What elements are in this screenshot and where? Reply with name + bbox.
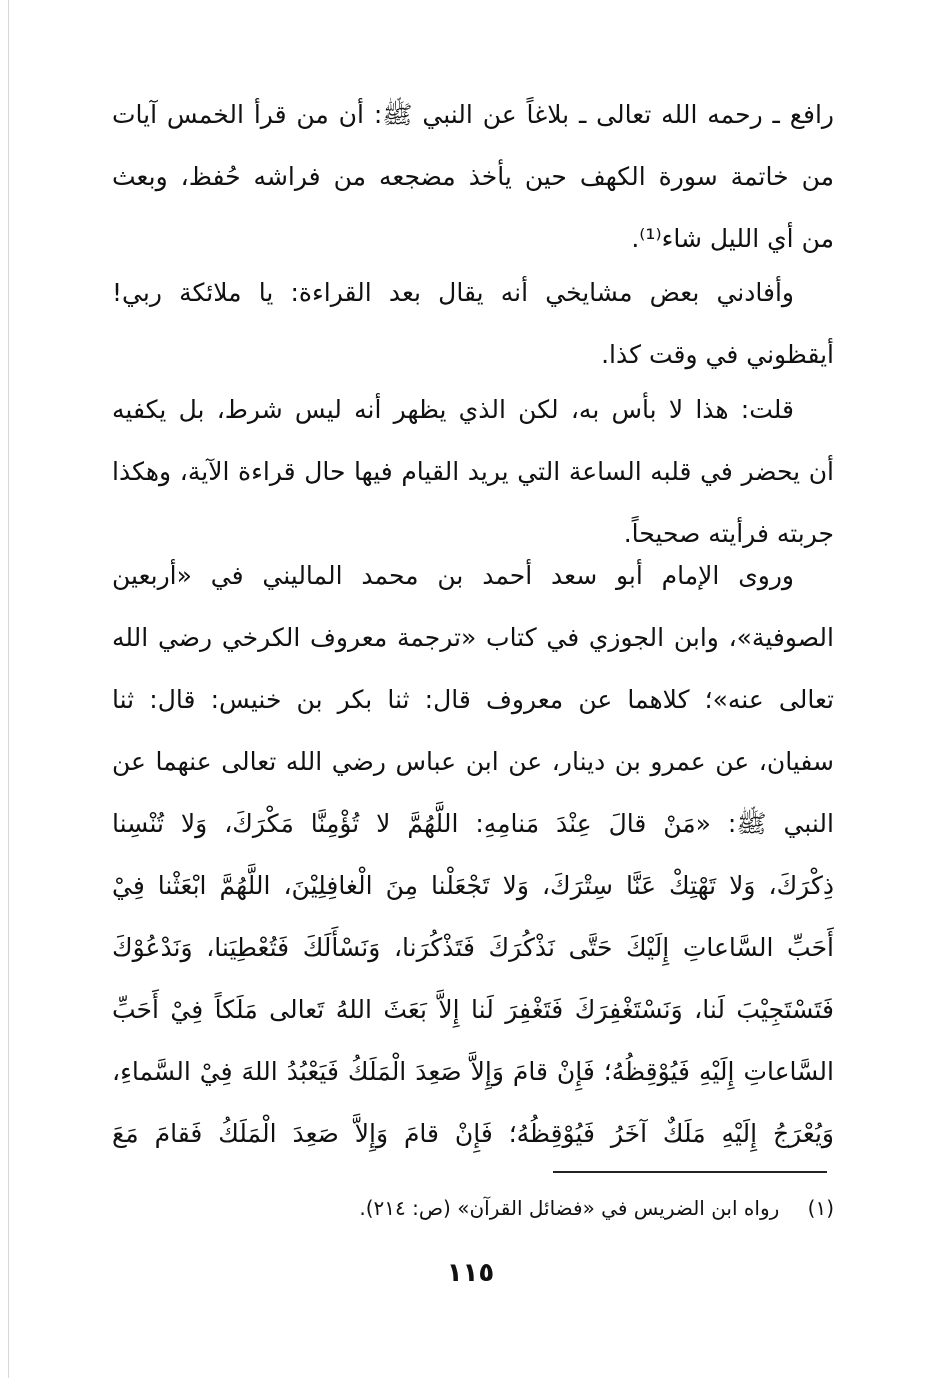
text-line: جربته فرأيته صحيحاً. bbox=[623, 519, 834, 548]
text-line: أيقظوني في وقت كذا. bbox=[601, 340, 834, 369]
paragraph-3 bbox=[112, 379, 834, 565]
text-line: أن يحضر في قلبه الساعة التي يريد القيام فيها حال قراءة الآية، وهكذا bbox=[112, 457, 834, 486]
text-line: السَّاعاتِ إِلَيْهِ فَيُوْقِظُهُ؛ فَإِنْ قامَ وَإِلاَّ صَعِدَ الْمَلَكُ فَيَعْبُدُ اللهَ فِيْ السَّماءِ، bbox=[112, 1057, 834, 1086]
footnote-number: (١) bbox=[807, 1196, 834, 1220]
text-line: النبي ﷺ: «مَنْ قالَ عِنْدَ مَنامِهِ: اللَّهُمَّ لا تُؤْمِنَّا مَكْرَكَ، وَلا تُنْسِنا bbox=[112, 809, 834, 838]
footnote-divider bbox=[553, 1171, 827, 1173]
text-line: ذِكْرَكَ، وَلا تَهْتِكْ عَنَّا سِتْرَكَ، وَلا تَجْعَلْنا مِنَ الْغافِلِيْنَ، اللَّهُمَّ ابْعَثْنا فِيْ bbox=[112, 871, 834, 900]
text-line: قلت: هذا لا بأس به، لكن الذي يظهر أنه ليس شرط، بل يكفيه bbox=[112, 395, 794, 424]
text-line: الصوفية»، وابن الجوزي في كتاب «ترجمة معروف الكرخي رضي الله bbox=[112, 623, 834, 652]
text-line: تعالى عنه»؛ كلاهما عن معروف قال: ثنا بكر بن خنيس: قال: ثنا bbox=[112, 685, 834, 714]
text-line: سفيان، عن عمرو بن دينار، عن ابن عباس رضي الله تعالى عنهما عن bbox=[112, 747, 834, 776]
page-number: ١١٥ bbox=[446, 1258, 495, 1288]
text-line: وَيُعْرَجُ إِلَيْهِ مَلَكٌ آخَرُ فَيُوْقِظُهُ؛ فَإِنْ قامَ وَإِلاَّ صَعِدَ الْمَلَكُ فَقامَ مَعَ bbox=[112, 1119, 834, 1148]
text-line: وروى الإمام أبو سعد أحمد بن محمد الماليني في «أربعين bbox=[112, 561, 794, 590]
paragraph-4 bbox=[112, 545, 834, 1165]
text-line: من خاتمة سورة الكهف حين يأخذ مضجعه من فراشه حُفظ، وبعث bbox=[112, 162, 834, 191]
paragraph-2 bbox=[112, 262, 834, 386]
footnote-text: رواه ابن الضريس في «فضائل القرآن» (ص: ٢١٤). bbox=[359, 1196, 780, 1220]
text-line: وأفادني بعض مشايخي أنه يقال بعد القراءة: يا ملائكة ربي! bbox=[112, 278, 794, 307]
page-edge-line bbox=[8, 0, 9, 1378]
text-line: فَتَسْتَجِيْبَ لَنا، وَنَسْتَغْفِرَكَ فَتَغْفِرَ لَنا إِلاَّ بَعَثَ اللهُ تَعالى مَلَكاً فِيْ أَحَبِّ bbox=[112, 995, 834, 1024]
text-line: أَحَبِّ السَّاعاتِ إِلَيْكَ حَتَّى نَذْكُرَكَ فَتَذْكُرَنا، وَنَسْأَلَكَ فَتُعْطِيَنا، وَنَدْعُوْكَ bbox=[112, 933, 834, 962]
text-line: من أي الليل شاء⁽¹⁾. bbox=[631, 224, 834, 253]
text-line: رافع ـ رحمه الله تعالى ـ بلاغاً عن النبي ﷺ: أن من قرأ الخمس آيات bbox=[112, 100, 834, 129]
footnote bbox=[112, 1190, 834, 1226]
paragraph-1 bbox=[112, 84, 834, 270]
